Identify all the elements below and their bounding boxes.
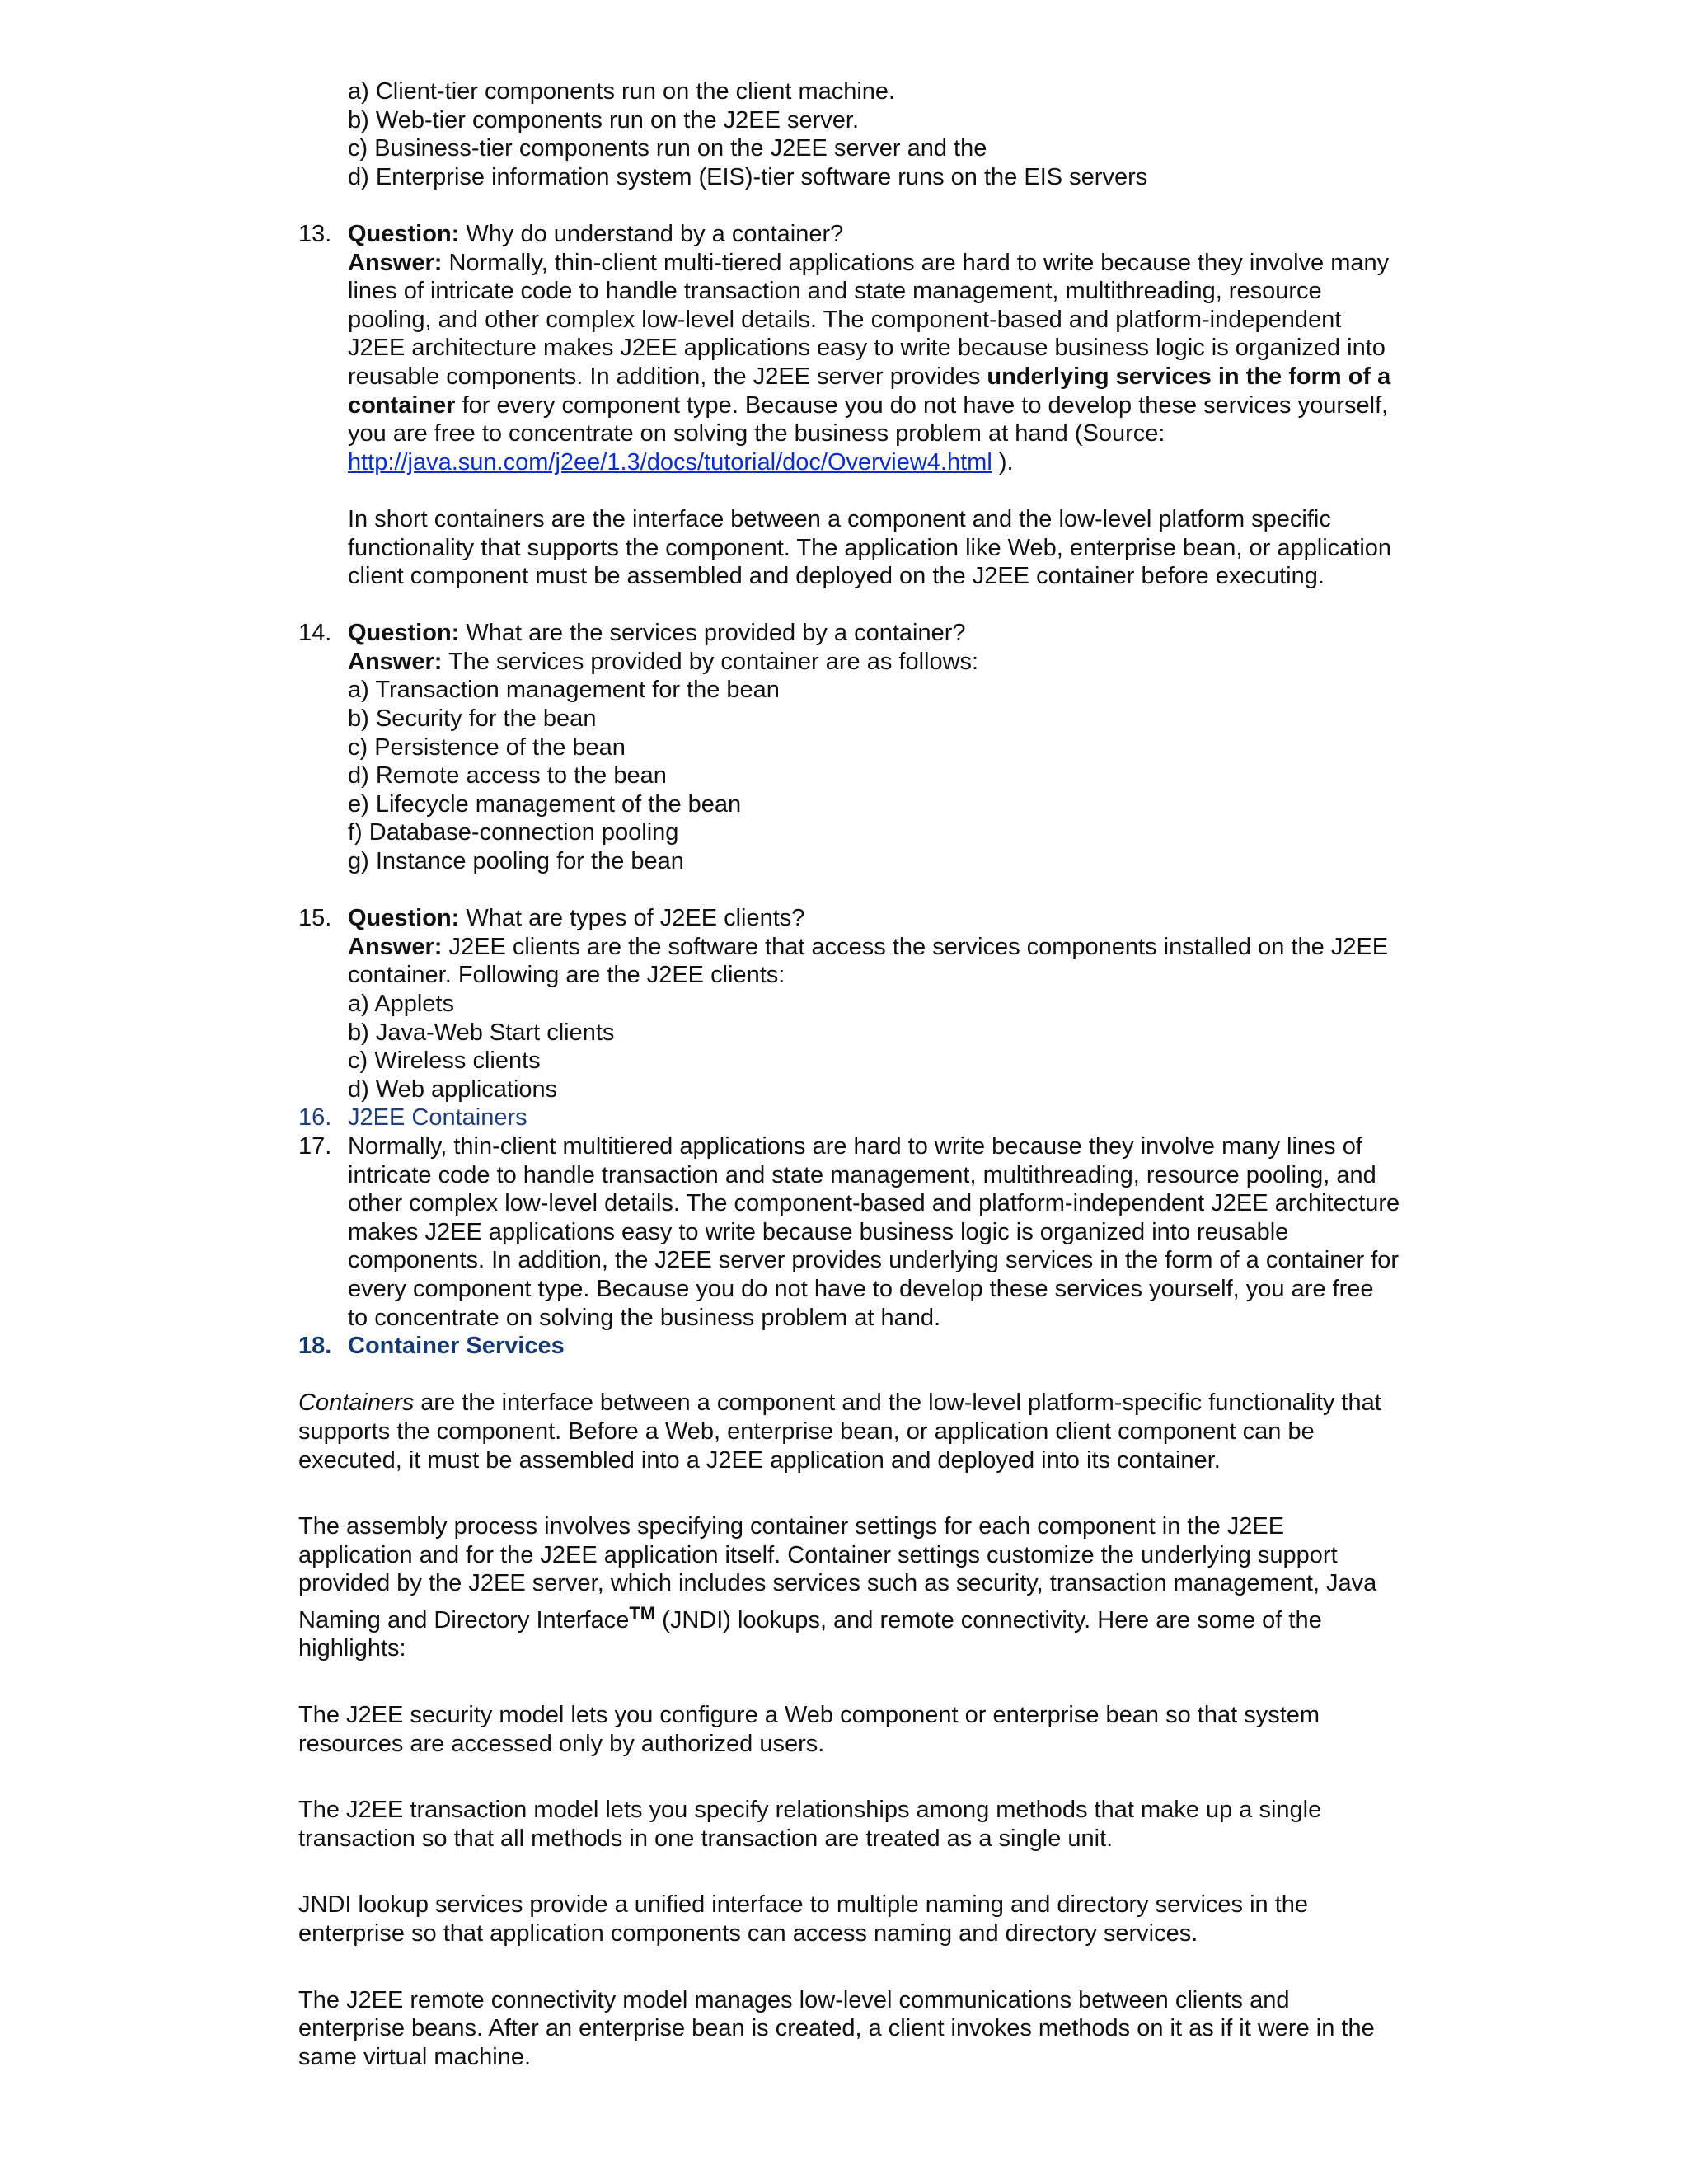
item-number: 18. (298, 1333, 332, 1360)
paragraph-line: provided by the J2EE server, which includes services such as security, transaction management, Java (298, 1570, 1377, 1597)
question-15 (0, 904, 1688, 1104)
trademark-mark: TM (629, 1602, 656, 1624)
paragraph-line: every component type. Because you do not have to develop these services yourself, you are free (348, 1275, 1374, 1302)
paragraph-line: The J2EE security model lets you configure a Web component or enterprise bean so that system (298, 1702, 1320, 1729)
answer-line: for every component type. Because you do not have to develop these services yourself, (455, 391, 1389, 419)
question-text: What are types of J2EE clients? (459, 905, 805, 932)
list-item: e) Lifecycle management of the bean (348, 790, 742, 818)
paragraph-line: components. In addition, the J2EE server provides underlying services in the form of a container for (348, 1247, 1400, 1274)
paragraph-line: (JNDI) lookups, and remote connectivity. Here are some of the (655, 1606, 1322, 1633)
summary-line: functionality that supports the component. The application like Web, enterprise bean, or application (348, 534, 1392, 561)
list-item: b) Security for the bean (348, 705, 597, 733)
paragraph-line: The J2EE remote connectivity model manages low-level communications between clients and (298, 1986, 1290, 2013)
paragraph-line: are the interface between a component and the low-level platform-specific functionality that (414, 1390, 1381, 1417)
paragraph-line: resources are accessed only by authorized users. (298, 1730, 825, 1757)
list-item: c) Persistence of the bean (348, 733, 626, 761)
paragraph-line: makes J2EE applications easy to write because business logic is organized into reusable (348, 1218, 1289, 1245)
paragraph-line: enterprise beans. After an enterprise bean is created, a client invokes methods on it as if it were in the (298, 2015, 1375, 2042)
list-item: a) Client-tier components run on the client machine. (348, 78, 896, 105)
paragraph-line: other complex low-level details. The component-based and platform-independent J2EE architecture (348, 1190, 1400, 1217)
paragraph-line: application and for the J2EE application itself. Container settings customize the underlying support (298, 1541, 1338, 1568)
question-14 (0, 619, 1688, 875)
summary-line: client component must be assembled and deployed on the J2EE container before executing. (348, 563, 1325, 590)
list-item: c) Wireless clients (348, 1047, 541, 1075)
paragraph-line: executed, it must be assembled into a J2EE application and deployed into its container. (298, 1446, 1221, 1474)
answer-label: Answer: (348, 648, 443, 675)
link-suffix: ). (992, 448, 1014, 476)
question-label: Question: (348, 220, 460, 247)
question-label: Question: (348, 905, 460, 932)
section-heading: J2EE Containers (348, 1104, 528, 1132)
item-17 (0, 1132, 1688, 1332)
item-16-heading (0, 1104, 1688, 1132)
list-item: b) Java-Web Start clients (348, 1019, 615, 1046)
document-content (0, 77, 1688, 2071)
answer-line: container. Following are the J2EE clients: (348, 962, 785, 989)
paragraph-line: intricate code to handle transaction and state management, multithreading, resource pooling, and (348, 1161, 1376, 1188)
paragraph-line: Normally, thin-client multitiered applications are hard to write because they involve many lines of (348, 1132, 1362, 1160)
question-13 (0, 220, 1688, 591)
question-text: Why do understand by a container? (459, 220, 844, 247)
paragraph-line: The J2EE transaction model lets you specify relationships among methods that make up a single (298, 1797, 1322, 1824)
paragraph-line: transaction so that all methods in one transaction are treated as a single unit. (298, 1825, 1114, 1852)
list-item: d) Remote access to the bean (348, 762, 667, 790)
question-label: Question: (348, 620, 460, 647)
section-heading: Container Services (348, 1333, 565, 1360)
item-number: 17. (298, 1132, 332, 1160)
answer-label: Answer: (348, 249, 443, 276)
answer-line: J2EE architecture makes J2EE applications easy to write because business logic is organized into (348, 335, 1386, 362)
list-item: a) Transaction management for the bean (348, 677, 780, 704)
tier-list (0, 77, 1688, 191)
item-number: 13. (298, 220, 332, 247)
item-number: 15. (298, 905, 332, 932)
jndi-paragraph (0, 1891, 1688, 1947)
item-number: 16. (298, 1104, 332, 1132)
paragraph-line: to concentrate on solving the business problem at hand. (348, 1304, 941, 1331)
italic-term: Containers (298, 1390, 415, 1417)
answer-line: you are free to concentrate on solving the business problem at hand (Source: (348, 420, 1165, 448)
paragraph-line: highlights: (298, 1635, 406, 1662)
list-item: b) Web-tier components run on the J2EE server. (348, 106, 860, 134)
paragraph-line: JNDI lookup services provide a unified interface to multiple naming and directory services in the (298, 1891, 1309, 1919)
answer-emphasis: underlying services in the form of a (987, 363, 1391, 390)
answer-label: Answer: (348, 933, 443, 960)
security-paragraph (0, 1701, 1688, 1758)
answer-text: The services provided by container are as follows: (442, 648, 979, 675)
list-item: f) Database-connection pooling (348, 819, 679, 846)
answer-line: pooling, and other complex low-level details. The component-based and platform-independent (348, 306, 1342, 333)
item-number: 14. (298, 620, 332, 647)
assembly-paragraph (0, 1512, 1688, 1663)
paragraph-line: supports the component. Before a Web, enterprise bean, or application client component can be (298, 1418, 1315, 1445)
list-item: a) Applets (348, 991, 454, 1017)
answer-emphasis: container (348, 391, 456, 419)
source-link[interactable]: http://java.sun.com/j2ee/1.3/docs/tutorial/doc/Overview4.html (348, 448, 992, 476)
list-item: d) Web applications (348, 1076, 558, 1103)
summary-line: In short containers are the interface between a component and the low-level platform specific (348, 505, 1331, 532)
list-item: c) Business-tier components run on the J2EE server and the (348, 135, 987, 162)
transaction-paragraph (0, 1796, 1688, 1853)
answer-line: lines of intricate code to handle transaction and state management, multithreading, resource (348, 278, 1322, 305)
paragraph-line: The assembly process involves specifying container settings for each component in the J2EE (298, 1513, 1285, 1540)
list-item: d) Enterprise information system (EIS)-tier software runs on the EIS servers (348, 163, 1148, 190)
answer-line: reusable components. In addition, the J2EE server provides (348, 363, 987, 390)
remote-paragraph (0, 1986, 1688, 2072)
paragraph-line: Naming and Directory Interface (298, 1606, 630, 1633)
answer-text: J2EE clients are the software that access the services components installed on the J2EE (442, 933, 1389, 960)
answer-text: Normally, thin-client multi-tiered applications are hard to write because they involve many (442, 249, 1390, 276)
item-18-heading (0, 1332, 1688, 1361)
paragraph-line: enterprise so that application components can access naming and directory services. (298, 1920, 1198, 1947)
question-text: What are the services provided by a container? (459, 620, 966, 647)
paragraph-line: same virtual machine. (298, 2043, 532, 2070)
containers-paragraph (0, 1389, 1688, 1474)
list-item: g) Instance pooling for the bean (348, 848, 684, 875)
